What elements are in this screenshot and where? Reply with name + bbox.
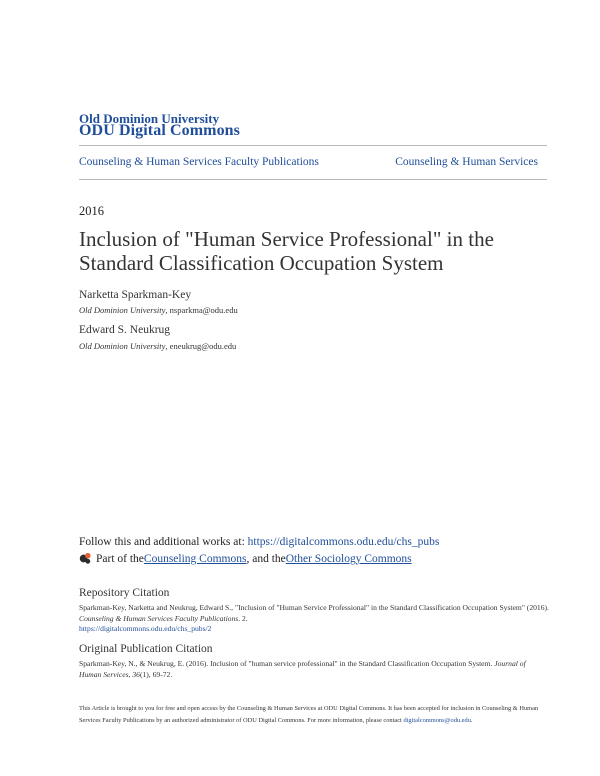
- repository-citation-text: Sparkman-Key, Narketta and Neukrug, Edward S., "Inclusion of "Human Service Professional" in the Standard Classification Occupation System" (2016). Counseling & Human Services Faculty Publications. 2. https://digitalcommons.odu.edu/chs_pubs/2: [79, 603, 549, 633]
- breadcrumb-department-link[interactable]: Counseling & Human Services: [395, 156, 538, 168]
- author-email: eneukrug@odu.edu: [169, 341, 237, 351]
- network-icon: [79, 552, 92, 565]
- other-sociology-commons-link[interactable]: Other Sociology Commons: [285, 552, 412, 565]
- author-name: Edward S. Neukrug: [79, 324, 171, 336]
- institution-name: Old Dominion University: [79, 111, 220, 126]
- author-affiliation: Old Dominion University, nsparkma@odu.edu: [79, 305, 238, 315]
- original-citation-text: Sparkman-Key, N., & Neukrug, E. (2016). Inclusion of "human service professional" in the Standard Classification Occupation System. Journal of Human Services, 36(1), 69-72.: [79, 659, 526, 679]
- original-citation-heading: Original Publication Citation: [79, 643, 213, 655]
- follow-line: Follow this and additional works at: https://digitalcommons.odu.edu/chs_pubs: [79, 536, 440, 548]
- article-title: Inclusion of "Human Service Professional" in the Standard Classification Occupation System: [79, 227, 494, 275]
- repository-citation-heading: Repository Citation: [79, 587, 170, 599]
- bottom-divider: [79, 179, 547, 180]
- contact-email-link[interactable]: digitalcommons@odu.edu: [403, 716, 471, 724]
- top-divider: [79, 145, 547, 146]
- author-name: Narketta Sparkman-Key: [79, 289, 192, 301]
- author-affiliation: Old Dominion University, eneukrug@odu.edu: [79, 341, 237, 351]
- collection-url-link[interactable]: https://digitalcommons.odu.edu/chs_pubs: [247, 536, 440, 548]
- author-email: nsparkma@odu.edu: [169, 305, 238, 315]
- repository-name[interactable]: ODU Digital Commons: [79, 122, 241, 139]
- breadcrumb-collection-link[interactable]: Counseling & Human Services Faculty Publications: [79, 156, 319, 168]
- part-of-line: Part of the Counseling Commons , and the Other Sociology Commons: [79, 552, 412, 565]
- access-notice: This Article is brought to you for free and open access by the Counseling & Human Services at ODU Digital Commons. It has been accepted for inclusion in Counseling & Human Services Faculty Publications by an authorized administrator of ODU Digital Commons. For more information, please contact digitalcommons@odu.edu.: [79, 705, 539, 724]
- counseling-commons-link[interactable]: Counseling Commons: [143, 552, 247, 565]
- citation-url-link[interactable]: https://digitalcommons.odu.edu/chs_pubs/2: [79, 624, 212, 633]
- publication-year: 2016: [79, 204, 104, 218]
